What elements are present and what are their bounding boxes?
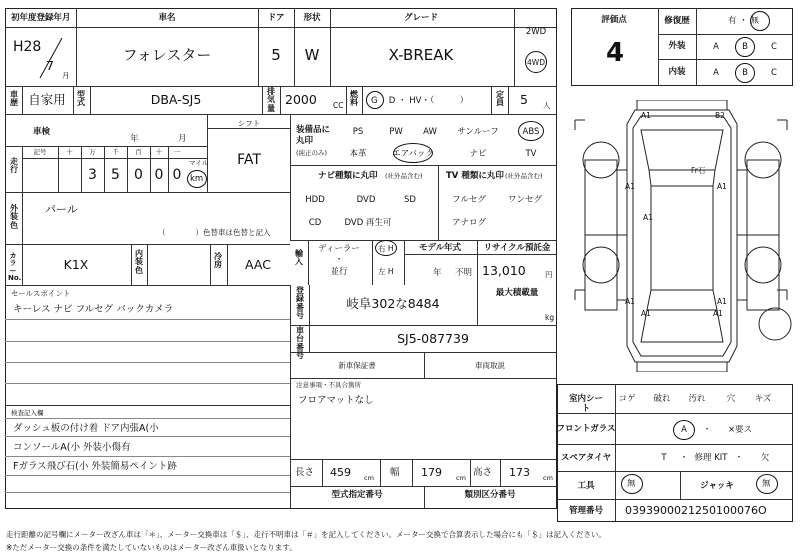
- digit-header: 千: [112, 148, 119, 156]
- import-dot: ・: [334, 255, 344, 265]
- spare-option: 修理 KIT: [694, 453, 728, 463]
- import-parallel: 並行: [330, 267, 348, 277]
- sales-points-label: セールスポイント: [11, 289, 71, 298]
- digit-header: 十: [155, 148, 163, 156]
- navi-item: SD: [404, 195, 416, 205]
- grade-option: C: [771, 42, 777, 52]
- damage-mark: A1: [625, 297, 635, 306]
- glass-label: フロントガラス: [556, 424, 616, 434]
- length-label: 長さ: [295, 467, 315, 478]
- score-value: 4: [605, 38, 625, 68]
- navi-item: DVD 再生可: [344, 218, 392, 228]
- jack-value: 無: [762, 479, 771, 489]
- spare-option: 欠: [760, 453, 770, 463]
- model-year-unit: 年: [433, 268, 442, 278]
- reg-month: 7: [46, 58, 54, 73]
- grade-option: C: [771, 68, 777, 78]
- max-load-unit: kg: [545, 313, 555, 322]
- body-shape: W: [304, 46, 320, 64]
- equipment-item: PS: [352, 127, 364, 137]
- door-count: 5: [271, 46, 281, 64]
- usage: 自家用: [28, 92, 66, 107]
- height-value: 173: [509, 466, 530, 479]
- damage-diagram: [565, 100, 797, 372]
- model-code: DBA-SJ5: [150, 92, 202, 107]
- digit-divider: [104, 146, 105, 192]
- equipment-item: AW: [423, 127, 437, 137]
- drive-4wd: 4WD: [527, 58, 545, 67]
- equipment-label-3: (純正のみ): [296, 149, 328, 157]
- equipment-label-2: 丸印: [296, 136, 314, 146]
- capacity-unit: 人: [543, 101, 551, 110]
- interior-color-label: 内装色: [135, 249, 143, 275]
- grade-option: B: [742, 68, 748, 78]
- equipment-item: TV: [525, 149, 537, 159]
- import-dealer: ディーラー: [318, 244, 360, 254]
- damage-mark: A1: [641, 111, 651, 120]
- mgmt-number: 0393900021250100076O: [625, 504, 767, 517]
- equipment-item: サンルーフ: [457, 127, 499, 137]
- shaken-label: 車検: [33, 127, 51, 137]
- reg-year-label: 初年度登録年月: [11, 13, 71, 23]
- glass-option: ・: [702, 425, 712, 435]
- vehicle-manual: 車両取説: [475, 361, 505, 370]
- navi-note: (社外品含む): [385, 172, 423, 180]
- seat-label: 室内シート: [568, 394, 603, 415]
- shaken-year-unit: 年: [130, 134, 139, 144]
- left-h: 左 H: [378, 267, 394, 276]
- equipment-item: ナビ: [469, 149, 487, 159]
- damage-mark: Fr石: [691, 166, 706, 175]
- height-label: 高さ: [473, 467, 493, 478]
- grade-label: グレード: [403, 13, 439, 23]
- digit-divider: [150, 146, 151, 192]
- repair-history-options: 有 ・ 無: [728, 16, 759, 26]
- displacement-label: 排気量: [267, 87, 275, 113]
- navi-item: DVD: [356, 195, 376, 205]
- length-unit: cm: [364, 474, 374, 482]
- width-value: 179: [421, 466, 442, 479]
- damage-mark: A1: [717, 182, 727, 191]
- navi-item: CD: [308, 218, 322, 228]
- exterior-grade-label: 外装: [668, 41, 686, 51]
- fuel-label: 燃料: [350, 90, 358, 108]
- mile-label: マイル: [189, 159, 209, 167]
- digit-divider: [127, 146, 128, 192]
- max-load-label: 最大積載量: [495, 288, 539, 298]
- import-label: 輸入: [295, 249, 303, 267]
- digit-divider: [58, 146, 59, 192]
- equipment-item: PW: [389, 127, 403, 137]
- drive-2wd: 2WD: [525, 27, 547, 37]
- digit-header: 百: [135, 148, 142, 156]
- type-designation-label: 型式指定番号: [331, 490, 383, 500]
- mileage-digit: 0: [172, 167, 182, 183]
- inspector-line-2: コンソールA(小 外装小傷有: [13, 442, 131, 453]
- color-change-note: （ ）色替車は色替と記入: [158, 228, 271, 237]
- grade-selected-circle: [735, 63, 755, 83]
- month-unit: 月: [62, 71, 70, 80]
- mileage-digit: 5: [111, 167, 120, 183]
- tv-item: アナログ: [451, 218, 487, 228]
- glass-option: A: [681, 425, 687, 435]
- capacity-label: 定員: [496, 90, 504, 108]
- tv-item: フルセグ: [452, 195, 486, 205]
- new-warranty: 新車保証書: [338, 361, 376, 370]
- usage-label: 車歴: [10, 90, 18, 108]
- jack-label: ジャッキ: [700, 481, 734, 491]
- navi-title: ナビ種類に丸印: [318, 171, 378, 181]
- door-label: ドア: [267, 13, 285, 23]
- reg-era: H28: [13, 39, 42, 55]
- spare-label: スペアタイヤ: [560, 453, 612, 463]
- height-unit: cm: [543, 474, 553, 482]
- length-value: 459: [330, 466, 351, 479]
- grade-selected-circle: [735, 37, 755, 57]
- grade-option: A: [713, 68, 719, 78]
- footer-line-1: 走行距離の記号欄にメーター改ざん車は「＊」、メーター交換車は「＄」、走行不明車は「＃」を記入してください。メーター交換で合算表示した場合にも「＄」は記入ください。: [6, 530, 606, 539]
- digit-header: 記号: [33, 148, 47, 156]
- notes-value: フロアマットなし: [298, 395, 374, 406]
- spare-option: ・: [679, 453, 689, 463]
- shift-label: シフト: [237, 119, 261, 128]
- km-label: km: [190, 174, 204, 184]
- mileage-label: 走行: [10, 157, 18, 175]
- width-unit: cm: [456, 474, 466, 482]
- airbag-circle: [393, 143, 433, 163]
- sales-points-value: キーレス ナビ フルセグ バックカメラ: [13, 304, 174, 315]
- car-name: フォレスター: [122, 46, 212, 64]
- recycle-unit: 円: [545, 270, 553, 279]
- glass-option: ×要ス: [727, 425, 753, 435]
- tools-value: 無: [627, 479, 636, 489]
- car-name-label: 車名: [158, 13, 176, 23]
- grade: X-BREAK: [388, 46, 454, 64]
- equipment-item: ABS: [522, 127, 540, 137]
- color-no-label: カラーNo.: [8, 252, 22, 283]
- ac-value: AAC: [245, 257, 271, 272]
- displacement-unit: CC: [333, 101, 344, 110]
- navi-item: HDD: [305, 195, 325, 205]
- interior-grade-label: 内装: [668, 67, 686, 77]
- repair-history-label: 修復歴: [664, 16, 690, 26]
- capacity: 5: [520, 92, 528, 107]
- color-no: K1X: [63, 257, 89, 272]
- mileage-digit: 0: [134, 167, 143, 183]
- shaken-month-unit: 月: [178, 134, 187, 144]
- mgmt-label: 管理番号: [568, 506, 604, 516]
- damage-mark: A1: [713, 309, 723, 318]
- model-year-label: モデル年式: [418, 243, 462, 253]
- chassis-number: SJ5-087739: [397, 331, 469, 346]
- digit-divider: [81, 146, 82, 192]
- shape-label: 形状: [303, 13, 321, 23]
- repair-none-circle: [750, 11, 770, 31]
- right-h: 右 H: [378, 244, 394, 253]
- inspector-line-1: ダッシュ板の付け着 ドア内張A(小: [13, 423, 159, 434]
- mileage-digit: 0: [154, 167, 164, 183]
- digit-header: 万: [89, 148, 96, 156]
- tools-label: 工具: [577, 481, 595, 491]
- damage-mark: A1: [625, 182, 635, 191]
- seat-item: 破れ: [653, 394, 671, 404]
- abs-circle: [518, 121, 544, 141]
- grade-option: B: [742, 42, 748, 52]
- mileage-digit: 3: [88, 167, 97, 183]
- ac-label: 冷房: [214, 252, 222, 270]
- model-year-value: 不明: [455, 268, 473, 278]
- damage-mark: A1: [641, 309, 651, 318]
- grade-option: A: [713, 42, 719, 52]
- notes-label: 注意事項・不具合箇所: [296, 381, 361, 389]
- equipment-item: 本革: [349, 149, 367, 159]
- fuel-options: G D ・ HV・（ ）: [371, 96, 469, 106]
- seat-item: キズ: [754, 394, 772, 404]
- shift-value: FAT: [237, 152, 261, 168]
- displacement: 2000: [285, 92, 317, 107]
- category-label: 類別区分番号: [464, 490, 516, 500]
- damage-mark: B2: [715, 111, 725, 120]
- equipment-item: エアバック: [392, 149, 434, 159]
- model-label: 型式: [77, 90, 85, 108]
- damage-mark: A1: [717, 297, 727, 306]
- exterior-color-label: 外装色: [10, 204, 18, 230]
- plate-number: 岐阜302な8484: [346, 296, 440, 311]
- plate-label: 登録番号: [296, 286, 304, 321]
- seat-item: 穴: [726, 394, 736, 404]
- recycle-label: リサイクル預託金: [483, 243, 551, 253]
- digit-header: 一: [173, 148, 181, 156]
- digit-header: 十: [66, 148, 73, 156]
- width-label: 幅: [390, 467, 400, 478]
- tv-title: TV 種類に丸印: [446, 171, 504, 181]
- spare-option: ・: [734, 453, 744, 463]
- damage-mark: A1: [643, 213, 653, 222]
- recycle-value: 13,010: [482, 263, 526, 278]
- seat-item: コゲ: [618, 394, 636, 404]
- tv-note: (社外品含む): [505, 172, 543, 180]
- digit-divider: [168, 146, 169, 192]
- tv-item: ワンセグ: [507, 195, 543, 205]
- seat-item: 汚れ: [688, 394, 706, 404]
- equipment-label-1: 装備品に: [296, 125, 331, 135]
- chassis-label: 車台番号: [296, 326, 304, 361]
- inspector-label: 検査記入欄: [11, 409, 44, 417]
- score-label: 評価点: [601, 15, 627, 25]
- spare-option: T: [661, 453, 667, 463]
- exterior-color: パール: [45, 203, 78, 216]
- footer-line-2: ※ただメーター交換の条件を満たしていないものはメーター改ざん車扱いとなります。: [6, 543, 297, 552]
- inspector-line-3: Fガラス飛び石(小 外装簡易ペイント跡: [13, 461, 177, 472]
